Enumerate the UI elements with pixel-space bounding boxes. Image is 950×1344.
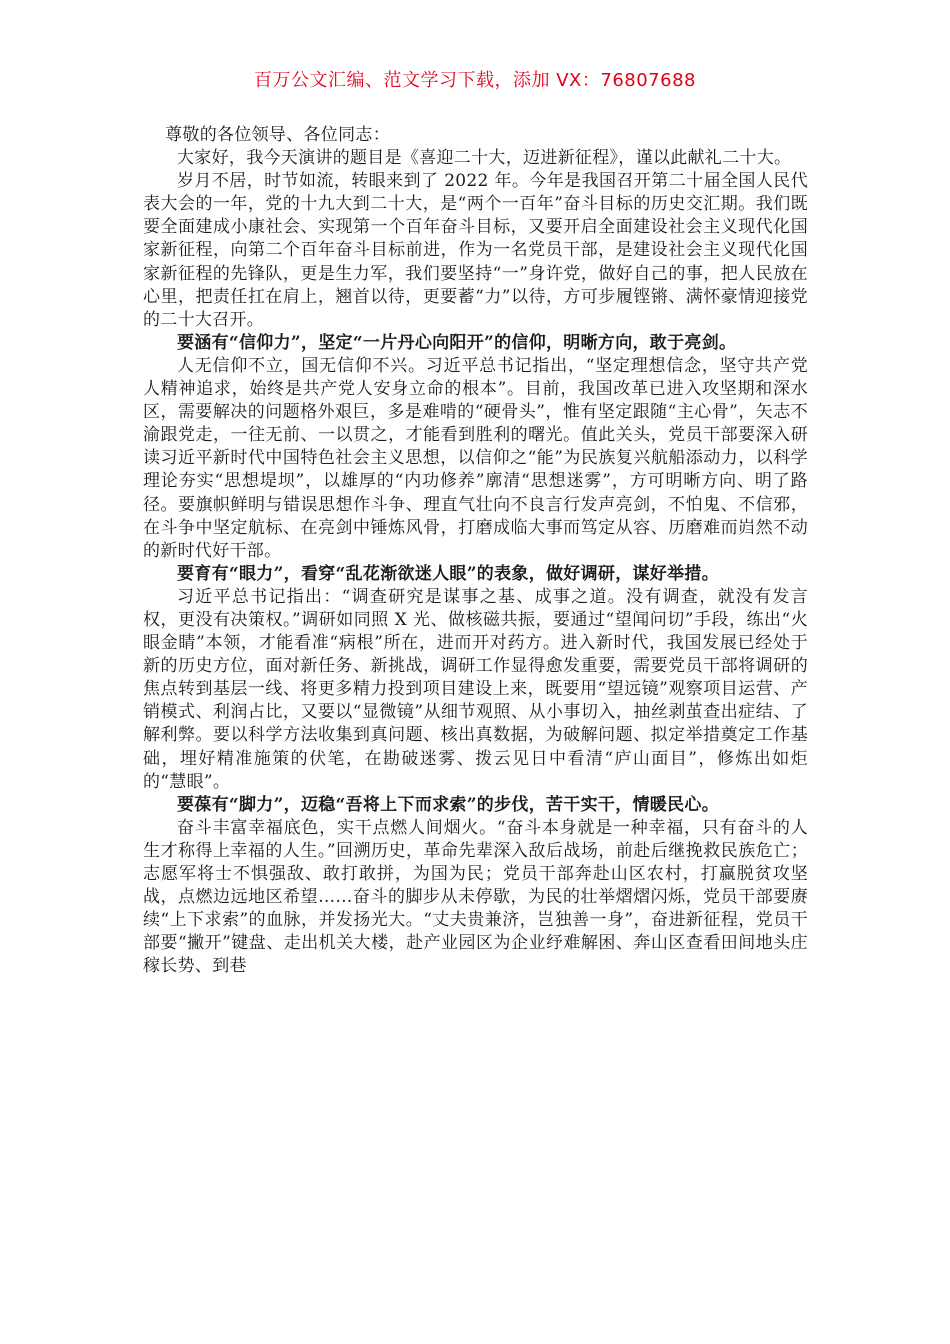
document-body [143, 124, 808, 978]
paragraph-action: 奋斗丰富幸福底色，实干点燃人间烟火。“奋斗本身就是一种幸福，只有奋斗的人生才称得上幸福的人生。”回溯历史，革命先辈深入敌后战场，前赴后继挽救民族危亡；志愿军将士不惧强敌、敢打敢拼，为国为民；党员干部奔赴山区农村，打赢脱贫攻坚战，点燃边远地区希望……奋斗的脚步从未停歇，为民的壮举熠熠闪烁，党员干部要赓续“上下求索”的血脉，并发扬光大。“丈夫贵兼济，岂独善一身”，奋进新征程，党员干部要“撇开”键盘、走出机关大楼，赴产业园区为企业纾难解困、奔山区查看田间地头庄稼长势、到巷 [143, 817, 808, 977]
paragraph-background: 岁月不居，时节如流，转眼来到了 2022 年。今年是我国召开第二十届全国人民代表大会的一年，党的十九大到二十大，是“两个一百年”奋斗目标的历史交汇期。我们既要全面建成小康社会、实现第一个百年奋斗目标，又要开启全面建设社会主义现代化国家新征程，向第二个百年奋斗目标前进，作为一名党员干部，是建设社会主义现代化国家新征程的先锋队，更是生力军，我们要坚持“一”身许党，做好自己的事，把人民放在心里，把责任扛在肩上，翘首以待，更要蓄“力”以待，方可步履铿锵、满怀豪情迎接党的二十大召开。 [143, 171, 808, 330]
greeting: 尊敬的各位领导、各位同志： [165, 125, 390, 145]
header-banner: 百万公文汇编、范文学习下载，添加 VX：76807688 [254, 70, 696, 91]
section-heading-action: 要葆有“脚力”，迈稳“吾将上下而求索”的步伐，苦干实干，情暖民心。 [177, 794, 720, 815]
paragraph-belief: 人无信仰不立，国无信仰不兴。习近平总书记指出，“坚定理想信念，坚守共产党人精神追求，始终是共产党人安身立命的根本”。目前，我国改革已进入攻坚期和深水区，需要解决的问题格外艰巨，多是难啃的“硬骨头”，惟有坚定跟随“主心骨”，矢志不渝跟党走，一往无前、一以贯之，才能看到胜利的曙光。值此关头，党员干部要深入研读习近平新时代中国特色社会主义思想，以信仰之“能”为民族复兴航船添动力，以科学理论夯实“思想堤坝”，以雄厚的“内功修养”廓清“思想迷雾”，方可明晰方向、明了路径。要旗帜鲜明与错误思想作斗争、理直气壮向不良言行发声亮剑，不怕鬼、不信邪，在斗争中坚定航标、在亮剑中锤炼风骨，打磨成临大事而笃定从容、历磨难而岿然不动的新时代好干部。 [143, 355, 808, 561]
section-heading-belief: 要涵有“信仰力”，坚定“一片丹心向阳开”的信仰，明晰方向，敢于亮剑。 [177, 332, 737, 353]
section-heading-vision: 要育有“眼力”，看穿“乱花渐欲迷人眼”的表象，做好调研，谋好举措。 [177, 563, 720, 584]
paragraph-intro: 大家好，我今天演讲的题目是《喜迎二十大，迈进新征程》，谨以此献礼二十大。 [177, 148, 792, 169]
paragraph-vision: 习近平总书记指出：“调查研究是谋事之基、成事之道。没有调查，就没有发言权，更没有决策权。”调研如同照 X 光、做核磁共振，要通过“望闻问切”手段，练出“火眼金睛”本领，才能看准“病根”所在，进而开对药方。进入新时代，我国发展已经处于新的历史方位，面对新任务、新挑战，调研工作显得愈发重要，需要党员干部将调研的焦点转到基层一线、将更多精力投到项目建设上来，既要用“望远镜”观察项目运营、产销模式、利润占比，又要以“显微镜”从细节观照、从小事切入，抽丝剥茧查出症结、了解利弊。要以科学方法收集到真问题、核出真数据，为破解问题、拟定举措奠定工作基础，埋好精准施策的伏笔，在勘破迷雾、拨云见日中看清“庐山面目”，修炼出如炬的“慧眼”。 [143, 586, 808, 792]
